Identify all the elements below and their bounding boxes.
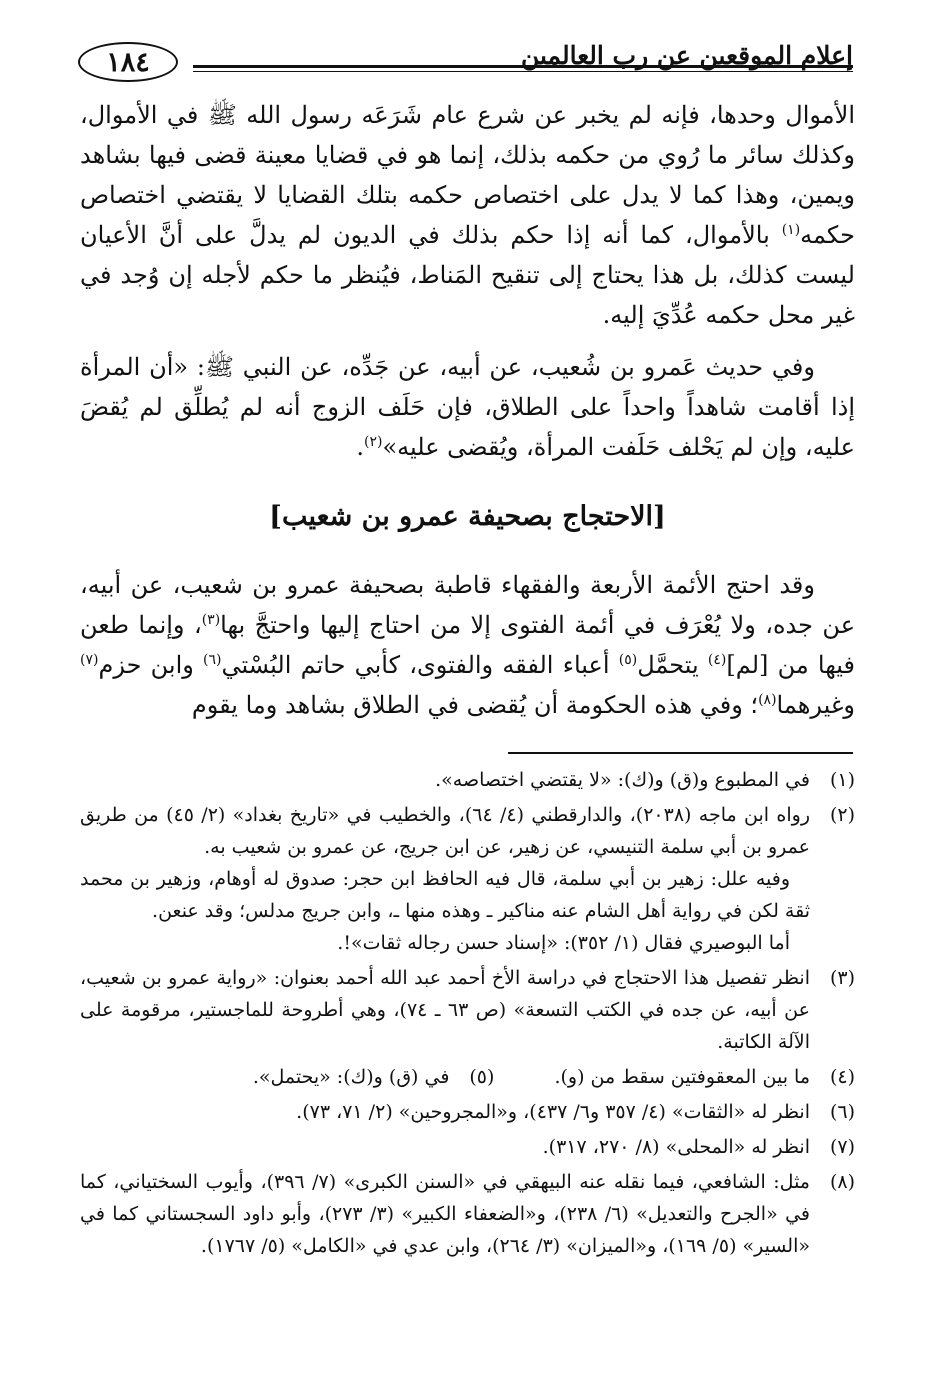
footnote-ref[interactable]: (٢)	[364, 434, 383, 450]
footnote-text: في المطبوع و(ق) و(ك): «لا يقتضي اختصاصه».	[435, 769, 810, 791]
footnote-row	[80, 1061, 855, 1096]
footnote	[80, 962, 855, 1058]
page-header	[78, 35, 853, 83]
footnote-text: رواه ابن ماجه (٢٠٣٨)، والدارقطني (٤/ ٦٤)، والخطيب في «تاريخ بغداد» (٢/ ٤٥) من طريق عمرو بن أبي سلمة التنيسي، عن زهير، عن ابن جريج، عن عمرو بن شعيب به.	[80, 804, 811, 858]
main-text	[80, 95, 855, 725]
footnote-ref[interactable]: (٣)	[201, 612, 221, 628]
header-rule-thin	[193, 71, 853, 72]
footnote	[554, 1061, 855, 1093]
footnote-text: ما بين المعقوفتين سقط من (و).	[554, 1066, 810, 1088]
footnote	[80, 1131, 855, 1163]
footnote-ref[interactable]: (٦)	[203, 652, 222, 668]
footnote	[80, 1096, 855, 1128]
paragraph: وقد احتج الأئمة الأربعة والفقهاء قاطبة بصحيفة عمرو بن شعيب، عن أبيه، عن جده، ولا يُعْرَف في أئمة الفتوى إلا من احتاج إليها واحتجَّ بها$^{(٣)}$، وإنما طعن فيها من [لم]$^{(٤)}$ يتحمَّل$^{(٥)}$ أعباء الفقه والفتوى، كأبي حاتم البُسْتي$^{(٦)}$ وابن حزم$^{(٧)}$ وغيرهما$^{(٨)}$؛ وفي هذه الحكومة أن يُقضى في الطلاق بشاهد وما يقوم	[80, 571, 856, 719]
footnote-number: (٤)	[829, 1066, 855, 1088]
footnote-number: (٦)	[829, 1101, 855, 1123]
footnote-text: انظر له «الثقات» (٤/ ٣٥٧ و٦/ ٤٣٧)، و«المجروحين» (٢/ ٧١، ٧٣).	[296, 1101, 810, 1123]
footnote-number: (٣)	[829, 967, 855, 989]
footnote-text: وفيه علل: زهير بن أبي سلمة، قال فيه الحافظ ابن حجر: صدوق له أوهام، وزهير بن محمد ثقة لكن في رواية أهل الشام عنه مناكير ـ وهذه منها ـ، وابن جريج مدلس؛ وقد عنعن.	[80, 868, 810, 922]
footnote-ref[interactable]: (٤)	[707, 652, 727, 668]
footnote-number: (٢)	[829, 804, 855, 826]
footnote-ref[interactable]: (١)	[781, 222, 801, 238]
footnote-text: أما البوصيري فقال (١/ ٣٥٢): «إسناد حسن رجاله ثقات»!.	[337, 932, 790, 954]
footnote	[80, 764, 855, 796]
running-title: إعلام الموقعين عن رب العالمين	[520, 41, 853, 70]
footnote-text: انظر تفصيل هذا الاحتجاج في دراسة الأخ أحمد عبد الله أحمد بعنوان: «رواية عمرو بن شعيب، عن أبيه، عن جده في الكتب التسعة» (ص ٦٣ ـ ٧٤)، وهي أطروحة للماجستير، مرقومة على الآلة الكاتبة.	[80, 967, 810, 1053]
footnote-number: (٨)	[829, 1171, 855, 1193]
footnote-text: مثل: الشافعي، فيما نقله عنه البيهقي في «السنن الكبرى» (٧/ ٣٩٦)، وأيوب السختياني، كما في «الجرح والتعديل» (٦/ ٢٣٨)، و«الضعفاء الكبير» (٣/ ٢٧٣)، وأبو داود السجستاني كما في «السير» (٥/ ١٦٩)، و«الميزان» (٣/ ٢٦٤)، وابن عدي في «الكامل» (٥/ ١٧٦٧).	[80, 1171, 810, 1257]
footnote-ref[interactable]: (٧)	[80, 652, 99, 668]
footnote-ref[interactable]: (٥)	[618, 652, 638, 668]
footnote-separator	[508, 752, 853, 754]
paragraph: الأموال وحدها، فإنه لم يخبر عن شرع عام شَرَعَه رسول الله ﷺ في الأموال، وكذلك سائر ما رُوي من حكمه بذلك، إنما هو في قضايا معينة قضى فيها بشاهد ويمين، وهذا كما لا يدل على اختصاص حكمه بتلك القضايا لا يقتضي اختصاص حكمه$^{(١)}$ بالأموال، كما أنه إذا حكم بذلك في الديون لم يدلَّ على أنَّ الأعيان ليست كذلك، بل هذا يحتاج إلى تنقيح المَناط، فيُنظر ما حكم لأجله إن وُجد في غير محل حكمه عُدِّيَ إليه.	[80, 101, 855, 329]
footnote-number: (٥)	[469, 1066, 495, 1088]
section-heading: [الاحتجاج بصحيفة عمرو بن شعيب]	[269, 501, 666, 532]
footnote-text: انظر له «المحلى» (٨/ ٢٧٠، ٣١٧).	[542, 1136, 810, 1158]
footnote-text: في (ق) و(ك): «يحتمل».	[252, 1066, 450, 1088]
footnote	[80, 799, 855, 959]
footnote-ref[interactable]: (٨)	[758, 692, 777, 708]
paragraph: وفي حديث عَمرو بن شُعيب، عن أبيه، عن جَدِّه، عن النبي ﷺ: «أن المرأة إذا أقامت شاهداً واحداً على الطلاق، فإن حَلَف الزوج أنه لم يُطلِّق لم يُقضَ عليه، وإن لم يَحْلف حَلَفت المرأة، ويُقضى عليه»$^{(٢)}$.	[80, 353, 855, 461]
footnote	[253, 1061, 495, 1093]
footnote-number: (١)	[829, 769, 855, 791]
footnotes	[80, 764, 855, 1265]
page-number: ١٨٤	[78, 42, 178, 82]
footnote	[80, 1166, 855, 1262]
header-rule	[193, 65, 853, 68]
footnote-number: (٧)	[829, 1136, 855, 1158]
